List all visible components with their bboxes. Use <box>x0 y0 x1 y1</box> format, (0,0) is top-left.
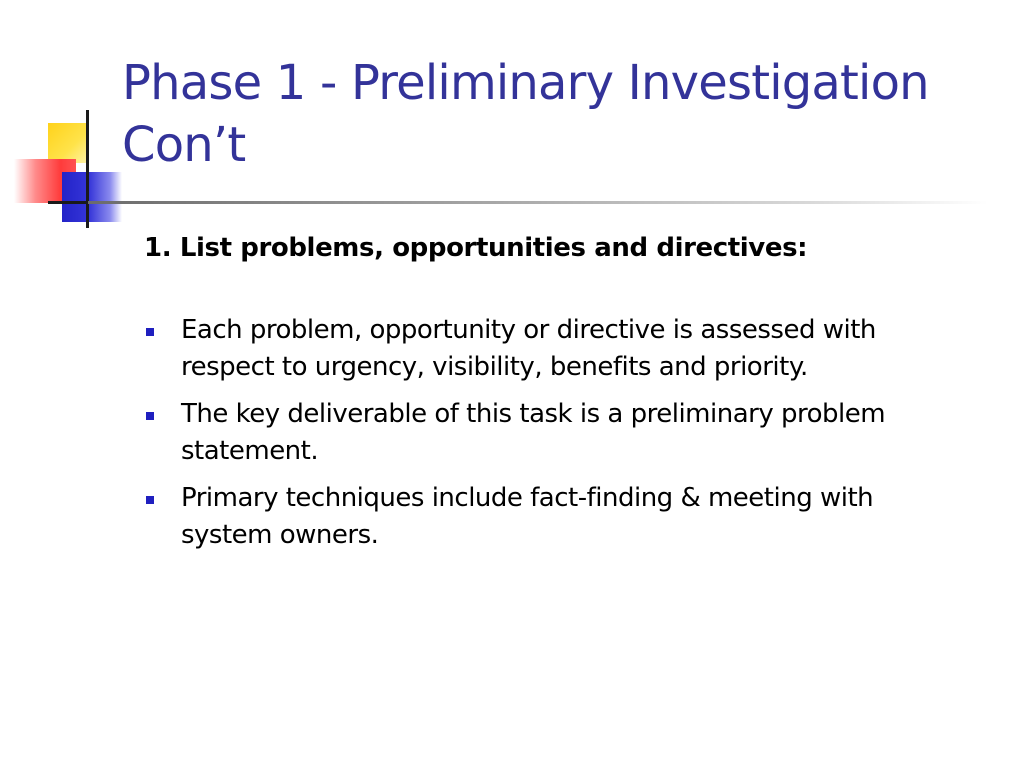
bullet-text: Each problem, opportunity or directive is assessed with respect to urgency, visibility, benefits and priority. <box>181 315 876 382</box>
slide-subheading: 1. List problems, opportunities and directives: <box>144 233 808 263</box>
blue-square-shape <box>62 172 122 222</box>
vertical-divider-line <box>86 110 89 228</box>
bullet-item <box>144 396 964 470</box>
bullet-text: The key deliverable of this task is a preliminary problem statement. <box>181 399 886 466</box>
square-bullet-icon <box>146 412 154 420</box>
square-bullet-icon <box>146 328 154 336</box>
decorative-squares-logo <box>0 0 140 230</box>
yellow-square-shape <box>48 123 88 163</box>
square-bullet-icon <box>146 496 154 504</box>
bullet-item <box>144 480 964 554</box>
bullet-text: Primary techniques include fact-finding & meeting with system owners. <box>181 483 874 550</box>
slide-title: Phase 1 - Preliminary Investigation Con’t <box>122 55 929 173</box>
bullet-list <box>144 312 964 564</box>
title-underline-rule <box>88 201 988 204</box>
bullet-item <box>144 312 964 386</box>
